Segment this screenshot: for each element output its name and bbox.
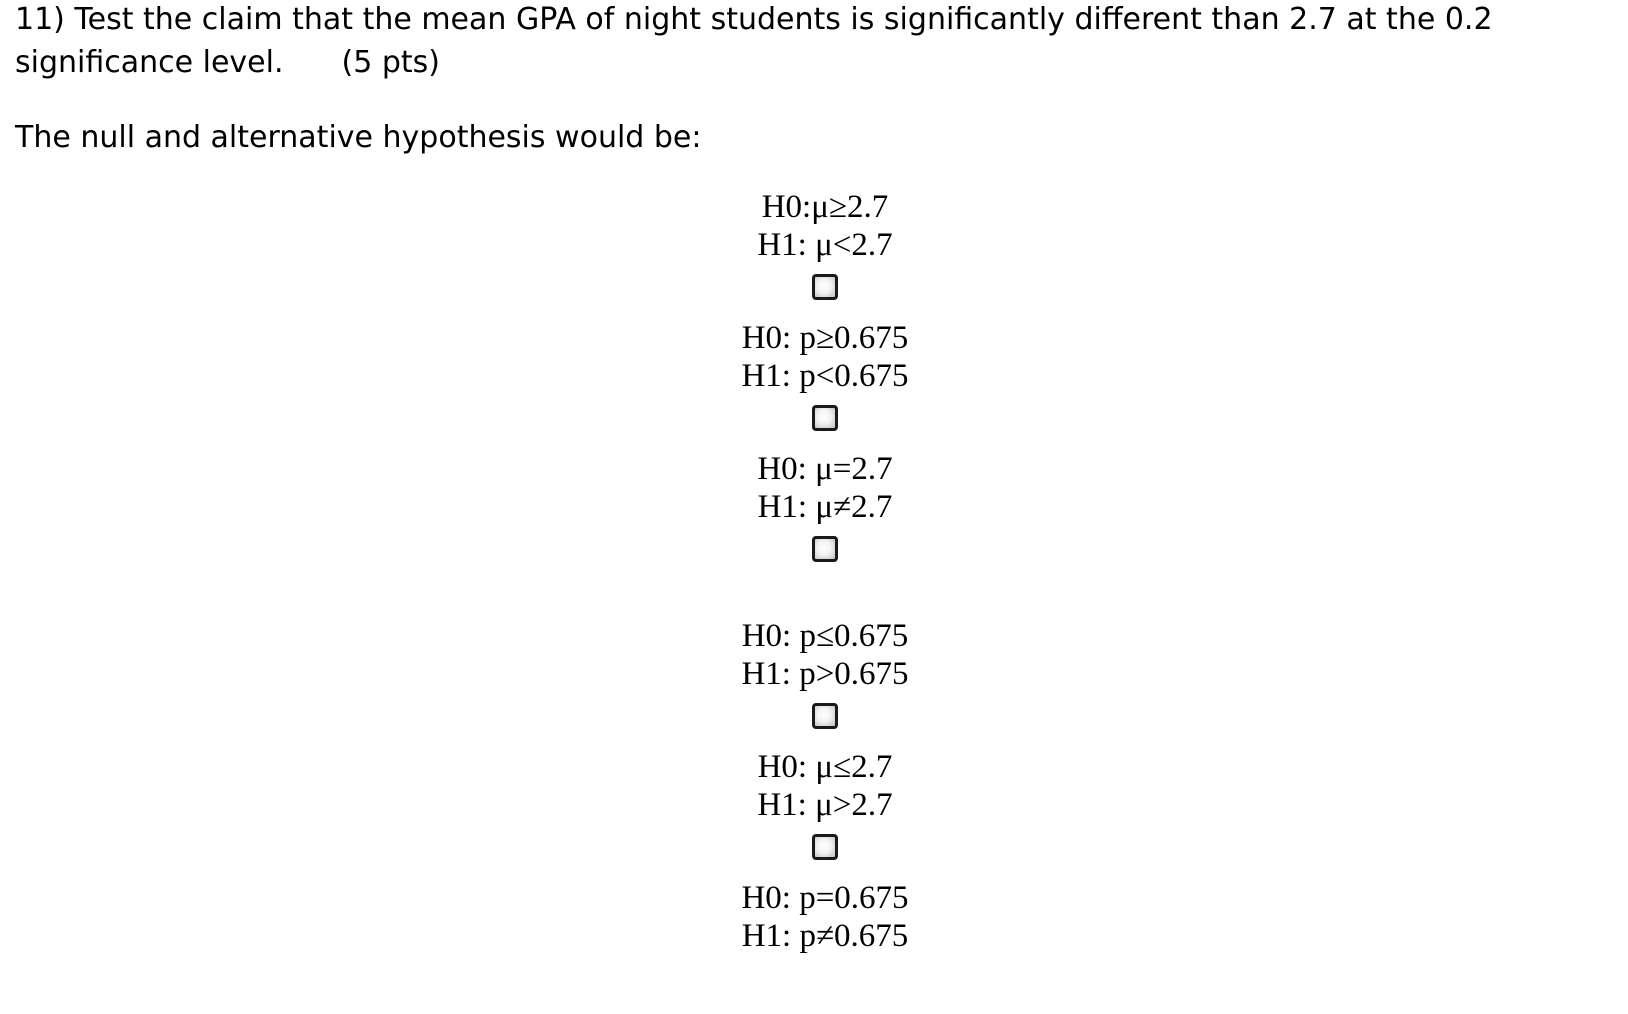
option-1-h0: H0:μ≥2.7 (761, 189, 889, 225)
option-3-h1: H1: μ≠2.7 (757, 489, 893, 525)
option-4-radio[interactable] (812, 703, 838, 729)
option-2-h1: H1: p<0.675 (741, 358, 909, 394)
option-5-h0: H0: μ≤2.7 (757, 749, 893, 785)
hypothesis-prompt: The null and alternative hypothesis would be: (15, 120, 702, 155)
option-4 (700, 617, 950, 729)
option-5 (700, 748, 950, 860)
option-1-radio[interactable] (812, 274, 838, 300)
option-3-radio[interactable] (812, 536, 838, 562)
option-4-h0: H0: p≤0.675 (741, 618, 909, 654)
question-points: (5 pts) (341, 45, 440, 80)
question-text (15, 0, 1605, 84)
option-5-h1: H1: μ>2.7 (757, 787, 893, 823)
option-2-h0: H0: p≥0.675 (741, 320, 909, 356)
option-5-radio[interactable] (812, 834, 838, 860)
option-1 (700, 188, 950, 300)
option-6-h1: H1: p≠0.675 (741, 918, 909, 954)
option-1-h1: H1: μ<2.7 (757, 227, 893, 263)
option-3-h0: H0: μ=2.7 (757, 451, 893, 487)
option-2 (700, 319, 950, 431)
question-body: 11) Test the claim that the mean GPA of night students is significantly different than 2.7 at the 0.2 significance level. (15, 2, 1493, 80)
option-2-radio[interactable] (812, 405, 838, 431)
option-3 (700, 450, 950, 562)
option-4-h1: H1: p>0.675 (741, 656, 909, 692)
option-6-h0: H0: p=0.675 (741, 880, 909, 916)
option-6 (700, 879, 950, 955)
